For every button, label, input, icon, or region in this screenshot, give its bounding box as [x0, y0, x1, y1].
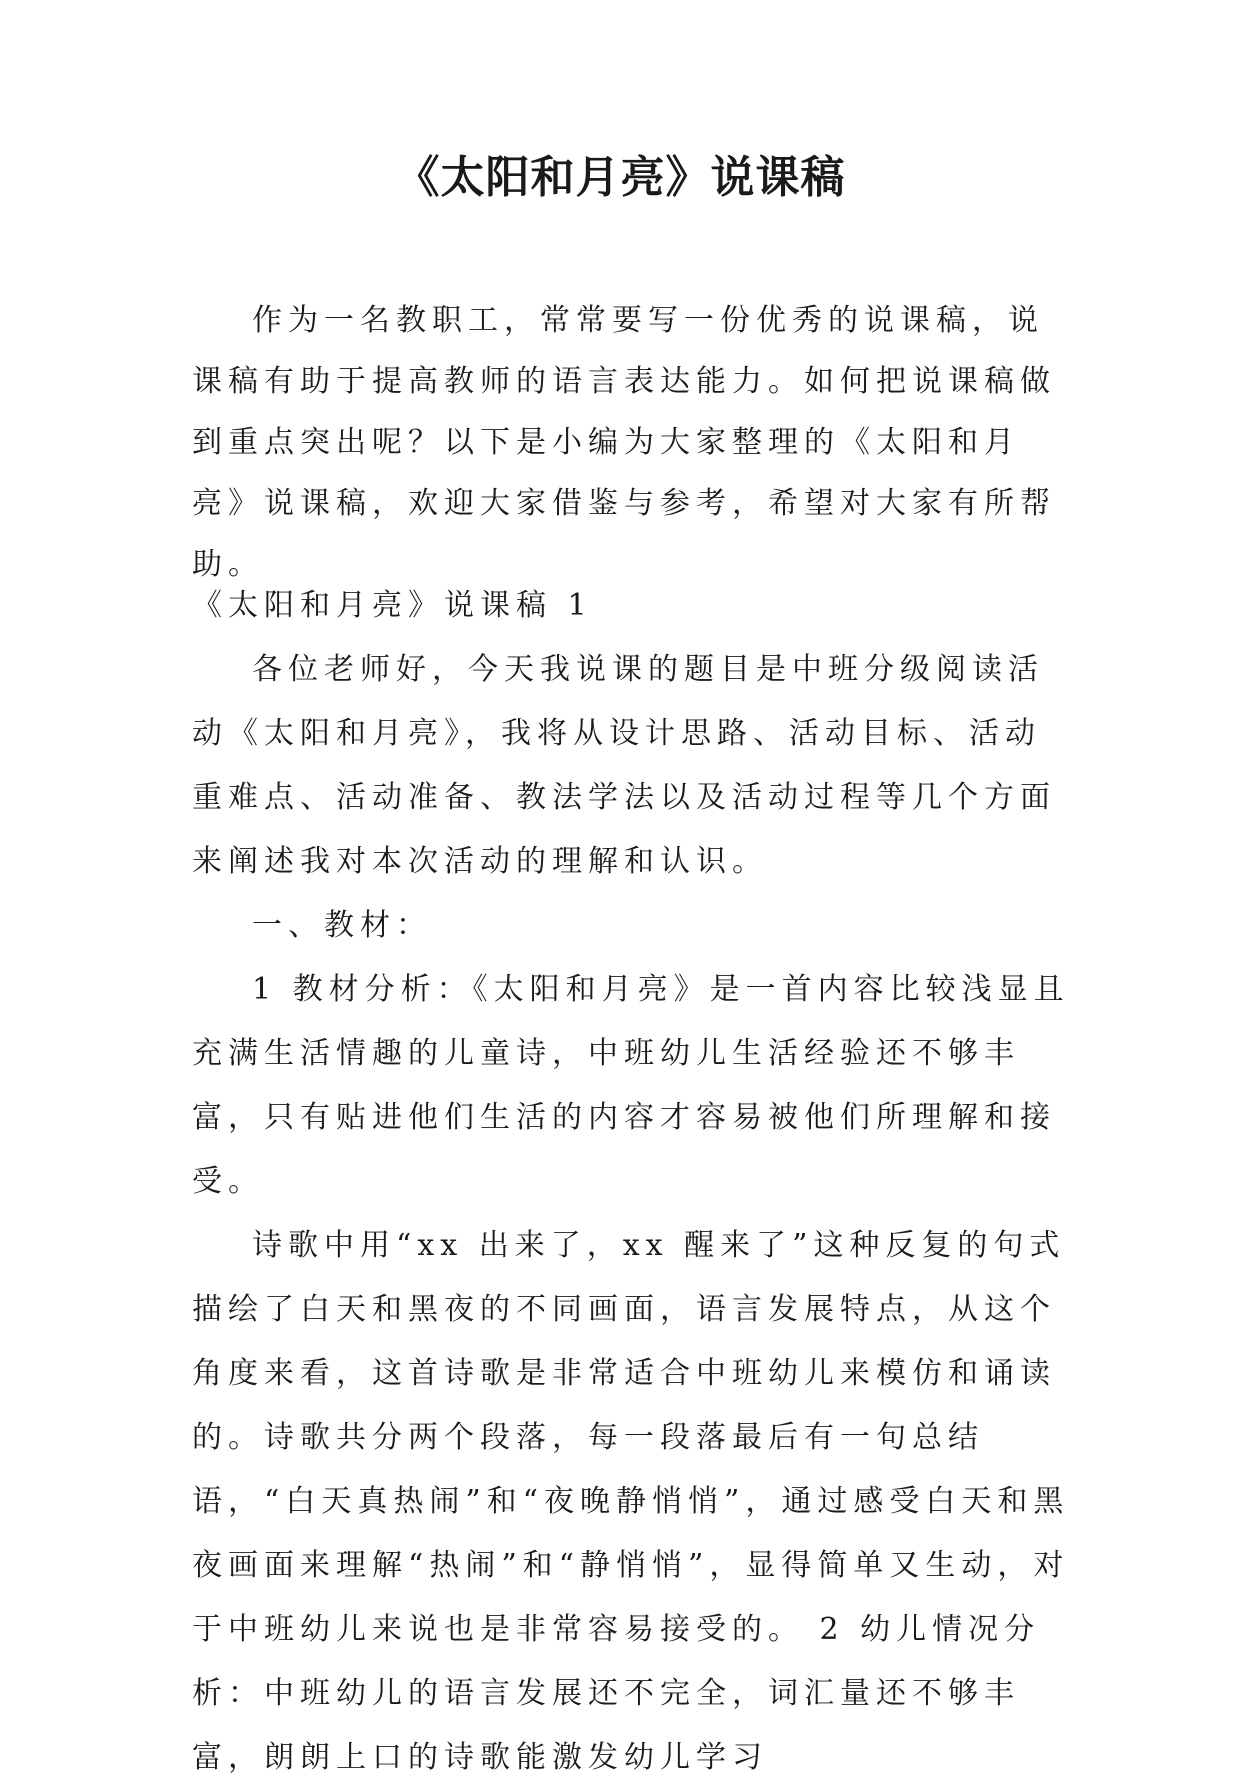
body-paragraph: 各位老师好，今天我说课的题目是中班分级阅读活动《太阳和月亮》，我将从设计思路、活动目标、活动重难点、活动准备、教法学法以及活动过程等几个方面来阐述我对本次活动的理解和认识。: [192, 652, 1056, 879]
main-content: [192, 574, 1072, 1790]
intro-paragraph: 作为一名教职工，常常要写一份优秀的说课稿，说课稿有助于提高教师的语言表达能力。如何把说课稿做到重点突出呢？以下是小编为大家整理的《太阳和月亮》说课稿，欢迎大家借鉴与参考，希望对大家有所帮助。: [192, 303, 1056, 582]
body-paragraph: 诗歌中用“xx 出来了，xx 醒来了”这种反复的句式描绘了白天和黑夜的不同画面，语言发展特点，从这个角度来看，这首诗歌是非常适合中班幼儿来模仿和诵读的。诗歌共分两个段落，每一段落最后有一句总结语，“白天真热闹”和“夜晚静悄悄”，通过感受白天和黑夜画面来理解“热闹”和“静悄悄”，显得简单又生动，对于中班幼儿来说也是非常容易接受的。 2 幼儿情况分析：中班幼儿的语言发展还不完全，词汇量还不够丰富，朗朗上口的诗歌能激发幼儿学习: [192, 1228, 1070, 1775]
body-paragraph: 1 教材分析：《太阳和月亮》是一首内容比较浅显且充满生活情趣的儿童诗，中班幼儿生活经验还不够丰富，只有贴进他们生活的内容才容易被他们所理解和接受。: [192, 972, 1070, 1199]
body-paragraph: 一、教材：: [252, 908, 432, 943]
document-title: 《太阳和月亮》说课稿: [395, 152, 846, 203]
intro-block: [192, 290, 1072, 595]
section-heading: 《太阳和月亮》说课稿 1: [192, 588, 593, 623]
